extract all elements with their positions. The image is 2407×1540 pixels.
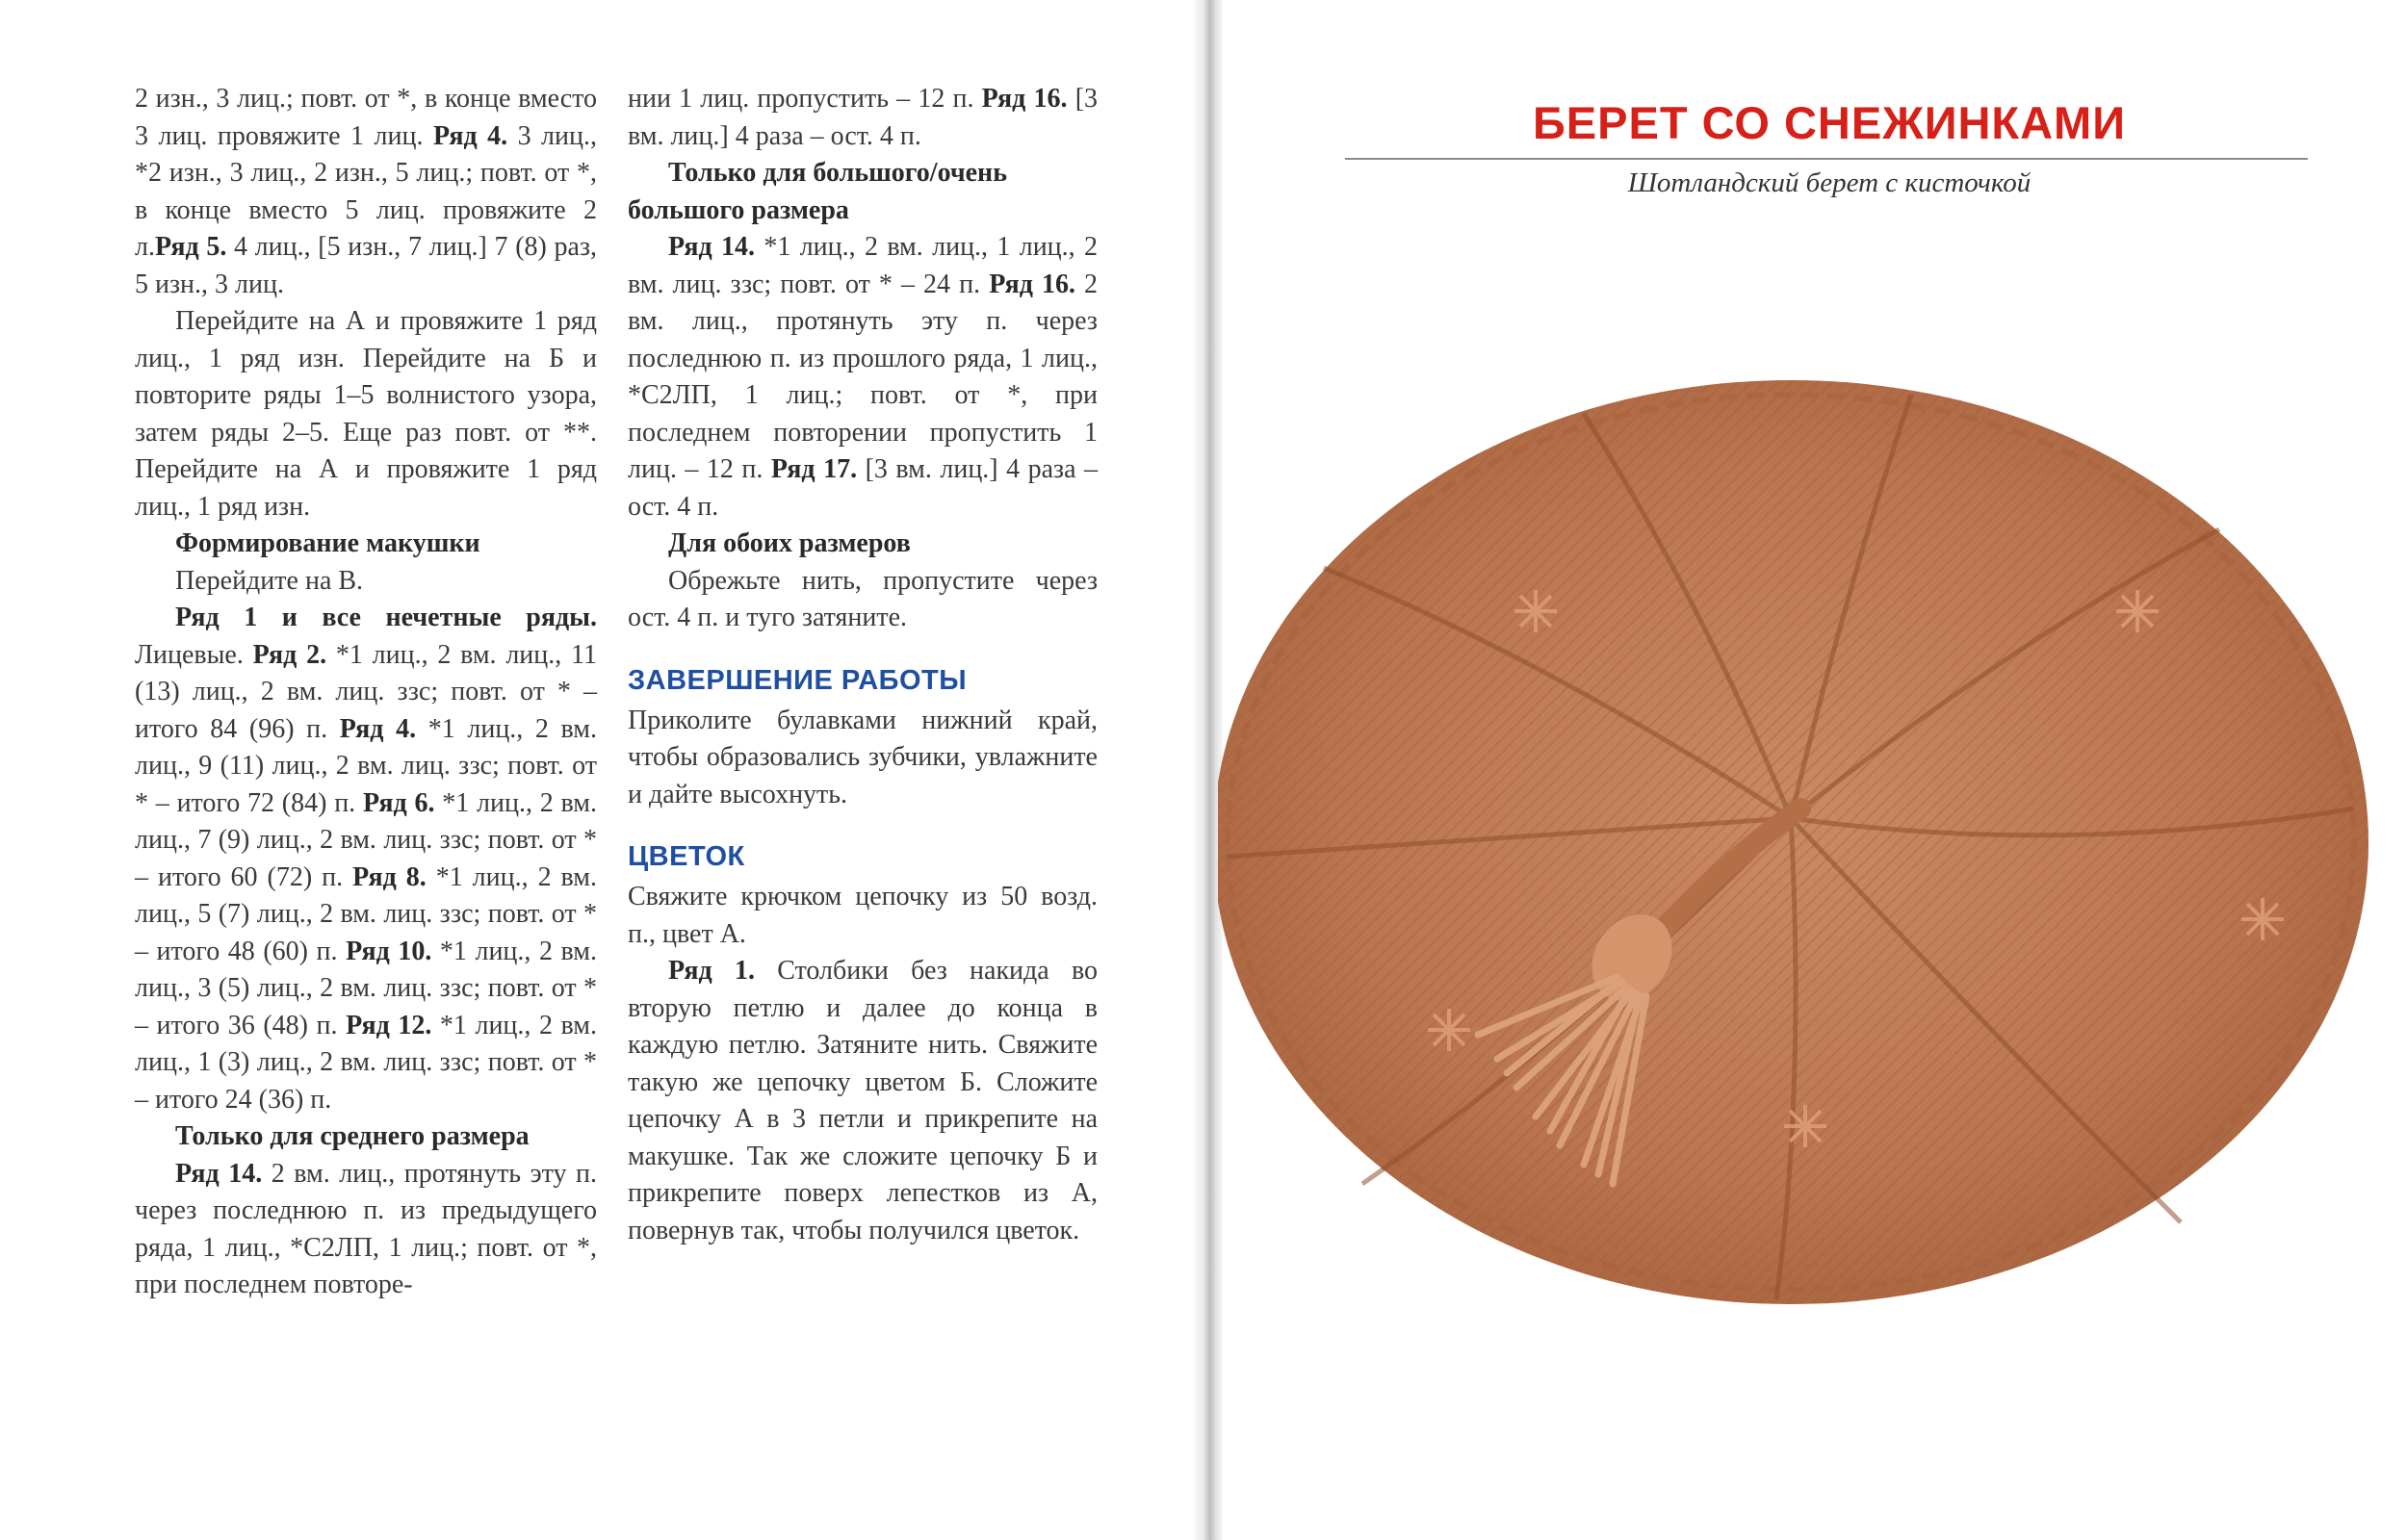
paragraph-flower: Свяжите крючком цепочку из 50 возд. п., цвет А. (628, 882, 1098, 949)
paragraph-crown-rows: Ряд 1 и все нечетные ряды. Лицевые. Ряд 2. *1 лиц., 2 вм. лиц., 11 (13) лиц., 2 вм. лиц. ззс; повт. от * – итого 84 (96) п. Ряд 4. *1 лиц., 2 вм. лиц., 9 (11) лиц., 2 вм. лиц. ззс; повт. от * – итого 72 (84) п. Ряд 6. *1 лиц., 2 вм. лиц., 7 (9) лиц., 2 вм. лиц. ззс; повт. от * – итого 60 (72) п. Ряд 8. *1 лиц., 2 вм. лиц., 5 (7) лиц., 2 вм. лиц. ззс; повт. от * – итого 48 (60) п. Ряд 10. *1 лиц., 2 вм. лиц., 3 (5) лиц., 2 вм. лиц. ззс; повт. от * – итого 36 (48) п. Ряд 12. *1 лиц., 2 вм. лиц., 1 (3) лиц., 2 вм. лиц. ззс; повт. от * – итого 24 (36) п. (135, 603, 598, 1115)
row-label: Ряд 4. (432, 120, 508, 151)
heading-both-sizes: Для обоих размеров (668, 528, 911, 558)
text-column-2 (628, 81, 1098, 1249)
paragraph-color-change: Перейдите на А и провяжите 1 ряд лиц., 1 ряд изн. Перейдите на Б и повторите ряды 1–5 волнистого узора, затем ряды 2–5. Еще раз повт. от **. Перейдите на А и провяжите 1 ряд лиц., 1 ряд изн. (135, 306, 597, 522)
paragraph-rows-3-5: 2 изн., 3 лиц.; повт. от *, в конце вместо 3 лиц. провяжите 1 лиц. Ряд 4. 3 лиц., *2 изн., 3 лиц., 2 изн., 5 лиц.; повт. от *, в конце вместо 5 лиц. провяжите 2 л.Ряд 5. 4 лиц., [5 изн., 7 лиц.] 7 (8) раз, 5 изн., 3 лиц. (135, 84, 598, 299)
paragraph-large-rows: Ряд 14. *1 лиц., 2 вм. лиц., 1 лиц., 2 вм. лиц. ззс; повт. от * – 24 п. Ряд 16. 2 вм. лиц., протянуть эту п. через последнюю п. из прошлого ряда, 1 лиц., *С2ЛП, 1 лиц.; повт. от *, при последнем повторении пропустить 1 лиц. – 12 п. Ряд 17. [3 вм. лиц.] 4 раза – ост. 4 п. (628, 232, 1099, 522)
page-subtitle: Шотландский берет с кисточкой (1627, 167, 2032, 198)
heading-medium-size: Только для среднего размера (175, 1121, 530, 1151)
paragraph-switch-c: Перейдите на В. (175, 565, 364, 596)
text-column-1 (135, 81, 597, 1304)
paragraph-medium-continued: нии 1 лиц. пропустить – 12 п. Ряд 16. [3 вм. лиц.] 4 раза – ост. 4 п. (628, 84, 1099, 151)
heading-finishing: ЗАВЕРШЕНИЕ РАБОТЫ (628, 664, 968, 696)
paragraph-medium-row-14: Ряд 14. 2 вм. лиц., протянуть эту п. через последнюю п. из предыдущего ряда, 1 лиц., *С2ЛП, 1 лиц.; повт. от *, при последнем повторе- (135, 1158, 597, 1299)
row-label: Ряд 5. (154, 232, 227, 262)
paragraph-both-sizes: Обрежьте нить, пропустите через ост. 4 п. и туго затяните. (628, 565, 1098, 632)
title-divider (1345, 158, 2308, 160)
beret-photo (1218, 356, 2407, 1328)
paragraph-flower-row-1: Ряд 1. Столбики без накида во вторую петлю и далее до конца в каждую петлю. Затяните нить. Свяжите такую же цепочку цветом Б. Сложите цепочку А в 3 петли и прикрепите на макушке. Так же сложите цепочку Б и прикрепите поверх лепестков из А, повернув так, чтобы получился цветок. (628, 956, 1098, 1245)
heading-large-size: Только для большого/очень большого размера (628, 158, 1007, 225)
heading-flower: ЦВЕТОК (628, 841, 745, 872)
paragraph-finishing: Приколите булавками нижний край, чтобы образовались зубчики, увлажните и дайте высохнуть. (628, 705, 1098, 809)
page-title: БЕРЕТ СО СНЕЖИНКАМИ (1533, 97, 2126, 148)
heading-crown-shaping: Формирование макушки (175, 528, 480, 558)
